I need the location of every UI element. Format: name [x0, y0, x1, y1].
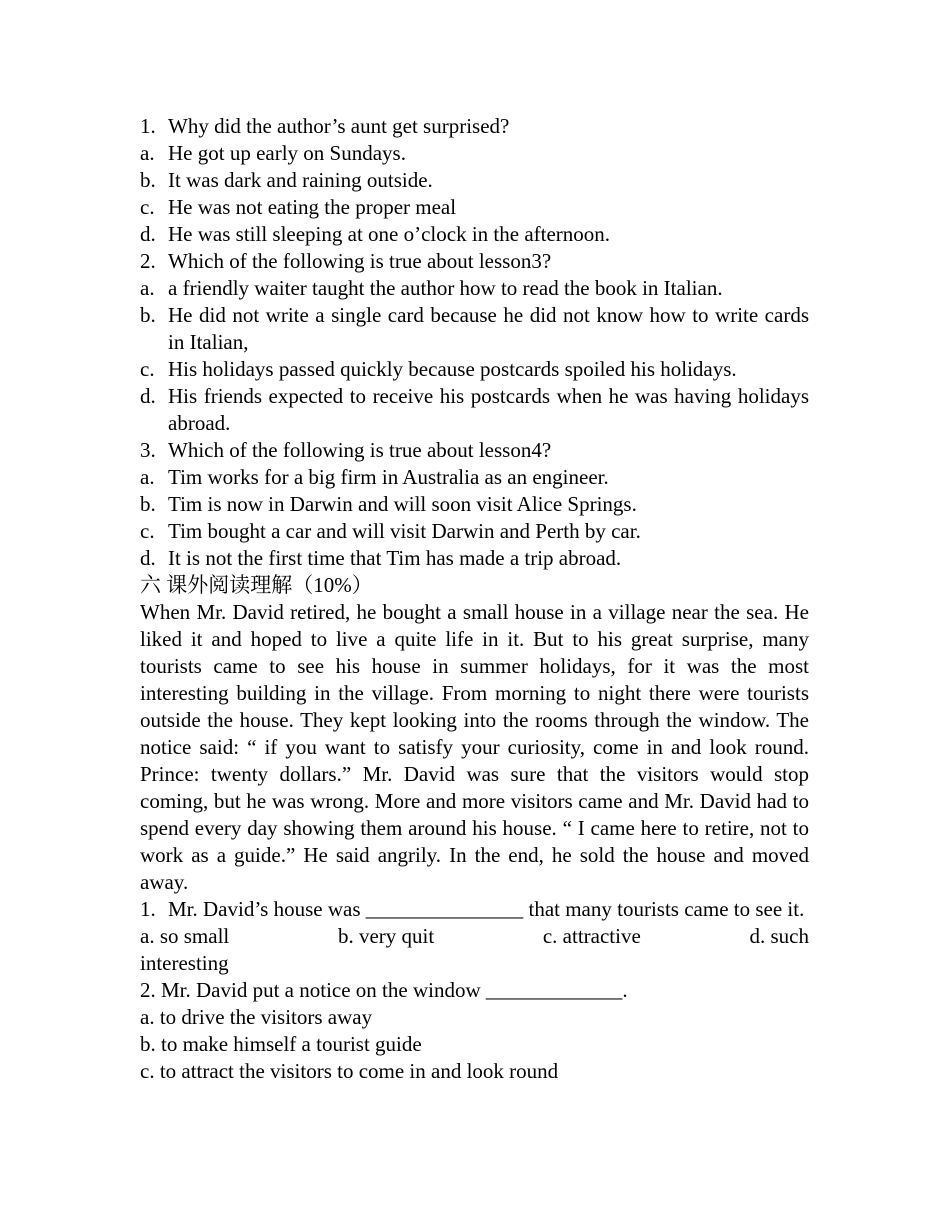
option-2c [140, 356, 809, 383]
option-1d [140, 221, 809, 248]
option-label: d. [140, 546, 156, 570]
option-label: c. [140, 195, 155, 219]
question-number: 3. [140, 438, 156, 462]
option-b: b. very quit [337, 924, 435, 948]
option-2b [140, 302, 809, 356]
option-3d [140, 545, 809, 572]
option-label: c. [140, 519, 155, 543]
option-label: d. [140, 384, 156, 408]
option-text: It was dark and raining outside. [168, 168, 433, 192]
option-1c [140, 194, 809, 221]
option-1a [140, 140, 809, 167]
question-number: 1. [140, 897, 156, 921]
option-label: b. [140, 168, 156, 192]
option-text: He did not write a single card because he did not know how to write cards in Italian, [168, 303, 809, 354]
option-label: c. [140, 357, 155, 381]
reading-passage: When Mr. David retired, he bought a small house in a village near the sea. He liked it and hoped to live a quite life in it. But to his great surprise, many tourists came to see his house in summer holidays, for it was the most interesting building in the village. From morning to night there were tourists outside the house. They kept looking into the rooms through the window. The notice said: “ if you want to satisfy your curiosity, come in and look round. Prince: twenty dollars.” Mr. David was sure that the visitors would stop coming, but he was wrong. More and more visitors came and Mr. David had to spend every day showing them around his house. “ I came here to retire, not to work as a guide.” He said angrily. In the end, he sold the house and moved away. [140, 600, 809, 894]
option-label: b. [140, 492, 156, 516]
passage-question-2-option-c: c. to attract the visitors to come in and look round [140, 1059, 559, 1083]
question-2 [140, 248, 809, 275]
section-heading: 六 课外阅读理解（10%） [140, 573, 373, 597]
document-page [140, 113, 809, 1085]
question-text: Which of the following is true about lesson4? [168, 438, 552, 462]
option-2d [140, 383, 809, 437]
option-2a [140, 275, 809, 302]
passage-question-2-option-a: a. to drive the visitors away [140, 1005, 373, 1029]
question-text: Why did the author’s aunt get surprised? [168, 114, 510, 138]
option-text: Tim works for a big firm in Australia as an engineer. [168, 465, 609, 489]
option-a: a. so small [140, 924, 230, 948]
option-text: Tim is now in Darwin and will soon visit Alice Springs. [168, 492, 637, 516]
option-text: His holidays passed quickly because postcards spoiled his holidays. [168, 357, 737, 381]
option-text: He was still sleeping at one o’clock in the afternoon. [168, 222, 611, 246]
option-label: a. [140, 276, 155, 300]
option-text: He was not eating the proper meal [168, 195, 457, 219]
question-number: 2. [140, 249, 156, 273]
question-text: Mr. David’s house was _______________ that many tourists came to see it. [168, 897, 805, 921]
option-3c [140, 518, 809, 545]
option-text: His friends expected to receive his postcards when he was having holidays abroad. [168, 384, 809, 435]
option-3a [140, 464, 809, 491]
option-d: d. such [749, 924, 809, 948]
passage-question-1-options [140, 923, 809, 950]
question-text: Which of the following is true about lesson3? [168, 249, 552, 273]
passage-question-2: 2. Mr. David put a notice on the window _____________. [140, 978, 628, 1002]
option-label: b. [140, 303, 156, 327]
option-label: d. [140, 222, 156, 246]
question-1 [140, 113, 809, 140]
option-text: a friendly waiter taught the author how to read the book in Italian. [168, 276, 723, 300]
option-label: a. [140, 141, 155, 165]
passage-question-2-option-b: b. to make himself a tourist guide [140, 1032, 422, 1056]
passage-question-1 [140, 896, 809, 923]
option-text: He got up early on Sundays. [168, 141, 406, 165]
option-text: It is not the first time that Tim has made a trip abroad. [168, 546, 622, 570]
option-d-continuation: interesting [140, 951, 229, 975]
option-label: a. [140, 465, 155, 489]
option-1b [140, 167, 809, 194]
question-3 [140, 437, 809, 464]
option-c: c. attractive [542, 924, 641, 948]
option-3b [140, 491, 809, 518]
question-number: 1. [140, 114, 156, 138]
option-text: Tim bought a car and will visit Darwin and Perth by car. [168, 519, 641, 543]
